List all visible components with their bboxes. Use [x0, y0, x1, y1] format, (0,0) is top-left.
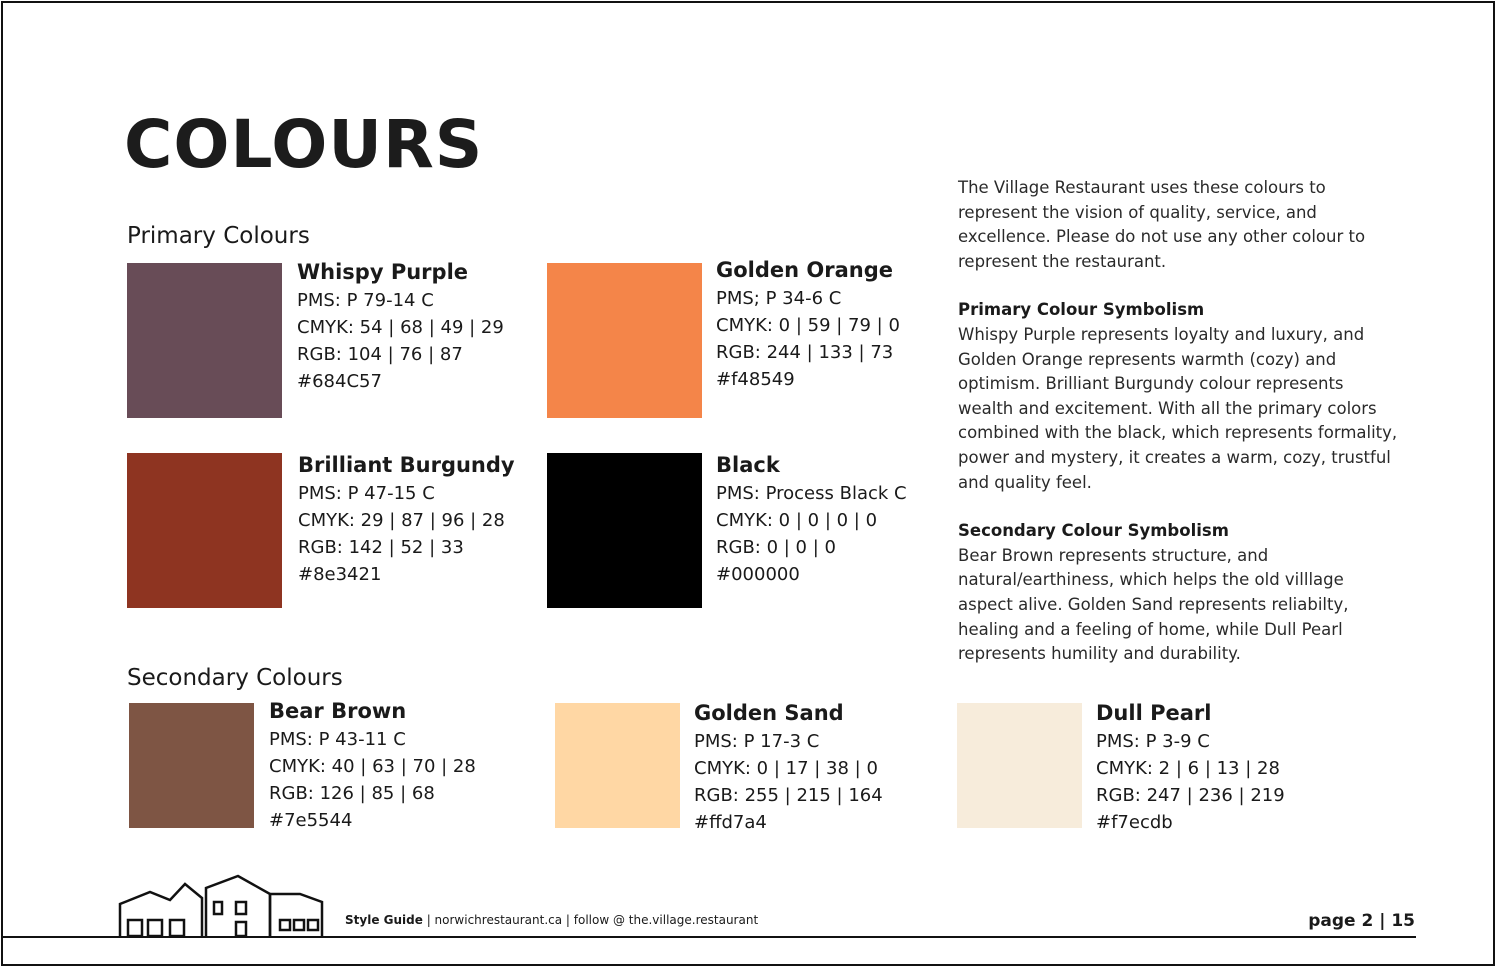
footer-label: Style Guide: [345, 913, 423, 927]
color-rgb: RGB: 104 | 76 | 87: [297, 344, 463, 365]
swatch-brilliant-burgundy: [127, 453, 282, 608]
color-hex: #684C57: [297, 371, 382, 392]
color-cmyk: CMYK: 0 | 0 | 0 | 0: [716, 510, 878, 531]
color-info-whispy-purple: [297, 260, 504, 395]
secondary-symbolism-heading: Secondary Colour Symbolism: [958, 521, 1229, 541]
color-cmyk: CMYK: 2 | 6 | 13 | 28: [1096, 758, 1280, 779]
color-name: Whispy Purple: [297, 260, 469, 284]
color-hex: #000000: [716, 564, 800, 585]
village-logo-icon: [110, 872, 330, 942]
footer-rule: [2, 936, 1416, 938]
color-hex: #f7ecdb: [1096, 812, 1173, 833]
color-name: Brilliant Burgundy: [298, 453, 515, 477]
color-pms: PMS: P 79-14 C: [297, 290, 434, 311]
color-name: Golden Orange: [716, 258, 894, 282]
secondary-symbolism-text: Bear Brown represents structure, and natural/earthiness, which helps the old villlage aspect alive. Golden Sand represents reliabilty, healing and a feeling of home, while Dull Pearl represents humility and durability.: [958, 545, 1349, 664]
color-hex: #f48549: [716, 369, 795, 390]
color-rgb: RGB: 0 | 0 | 0: [716, 537, 836, 558]
swatch-golden-orange: [547, 263, 702, 418]
swatch-black: [547, 453, 702, 608]
color-info-golden-orange: [716, 258, 900, 393]
color-hex: #7e5544: [269, 810, 353, 831]
color-rgb: RGB: 142 | 52 | 33: [298, 537, 464, 558]
intro-text: The Village Restaurant uses these colours to represent the vision of quality, service, and excellence. Please do not use any other colour to represent the restaurant.: [958, 178, 1366, 271]
color-cmyk: CMYK: 40 | 63 | 70 | 28: [269, 756, 476, 777]
color-cmyk: CMYK: 54 | 68 | 49 | 29: [297, 317, 504, 338]
color-cmyk: CMYK: 0 | 17 | 38 | 0: [694, 758, 878, 779]
color-name: Bear Brown: [269, 699, 407, 723]
color-rgb: RGB: 244 | 133 | 73: [716, 342, 894, 363]
color-info-dull-pearl: [1096, 701, 1285, 836]
color-pms: PMS: P 17-3 C: [694, 731, 820, 752]
color-cmyk: CMYK: 0 | 59 | 79 | 0: [716, 315, 900, 336]
page-title: COLOURS: [124, 106, 484, 183]
color-info-bear-brown: [269, 699, 476, 834]
color-name: Dull Pearl: [1096, 701, 1212, 725]
color-rgb: RGB: 247 | 236 | 219: [1096, 785, 1285, 806]
color-name: Black: [716, 453, 780, 477]
swatch-golden-sand: [555, 703, 680, 828]
page-number: page 2 | 15: [1308, 911, 1415, 931]
color-rgb: RGB: 255 | 215 | 164: [694, 785, 883, 806]
secondary-colours-heading: Secondary Colours: [127, 665, 343, 691]
color-pms: PMS: P 3-9 C: [1096, 731, 1210, 752]
color-pms: PMS: P 47-15 C: [298, 483, 435, 504]
footer-text: [345, 913, 758, 927]
color-pms: PMS: P 43-11 C: [269, 729, 406, 750]
primary-symbolism-text: Whispy Purple represents loyalty and luxury, and Golden Orange represents warmth (cozy) and optimism. Brilliant Burgundy colour represents wealth and excitement. With all the primary colors combined with the black, which represents formality, power and mystery, it creates a warm, cozy, trustful and quality feel.: [958, 324, 1398, 492]
color-info-golden-sand: [694, 701, 883, 836]
color-cmyk: CMYK: 29 | 87 | 96 | 28: [298, 510, 505, 531]
color-name: Golden Sand: [694, 701, 844, 725]
color-rgb: RGB: 126 | 85 | 68: [269, 783, 435, 804]
color-pms: PMS: Process Black C: [716, 483, 907, 504]
colour-description: [958, 176, 1398, 691]
color-hex: #8e3421: [298, 564, 382, 585]
color-info-black: [716, 453, 907, 588]
color-pms: PMS; P 34-6 C: [716, 288, 842, 309]
color-info-brilliant-burgundy: [298, 453, 515, 588]
swatch-dull-pearl: [957, 703, 1082, 828]
swatch-whispy-purple: [127, 263, 282, 418]
primary-symbolism-heading: Primary Colour Symbolism: [958, 300, 1205, 320]
color-hex: #ffd7a4: [694, 812, 767, 833]
footer-links: | norwichrestaurant.ca | follow @ the.village.restaurant: [422, 913, 759, 927]
swatch-bear-brown: [129, 703, 254, 828]
primary-colours-heading: Primary Colours: [127, 223, 310, 249]
